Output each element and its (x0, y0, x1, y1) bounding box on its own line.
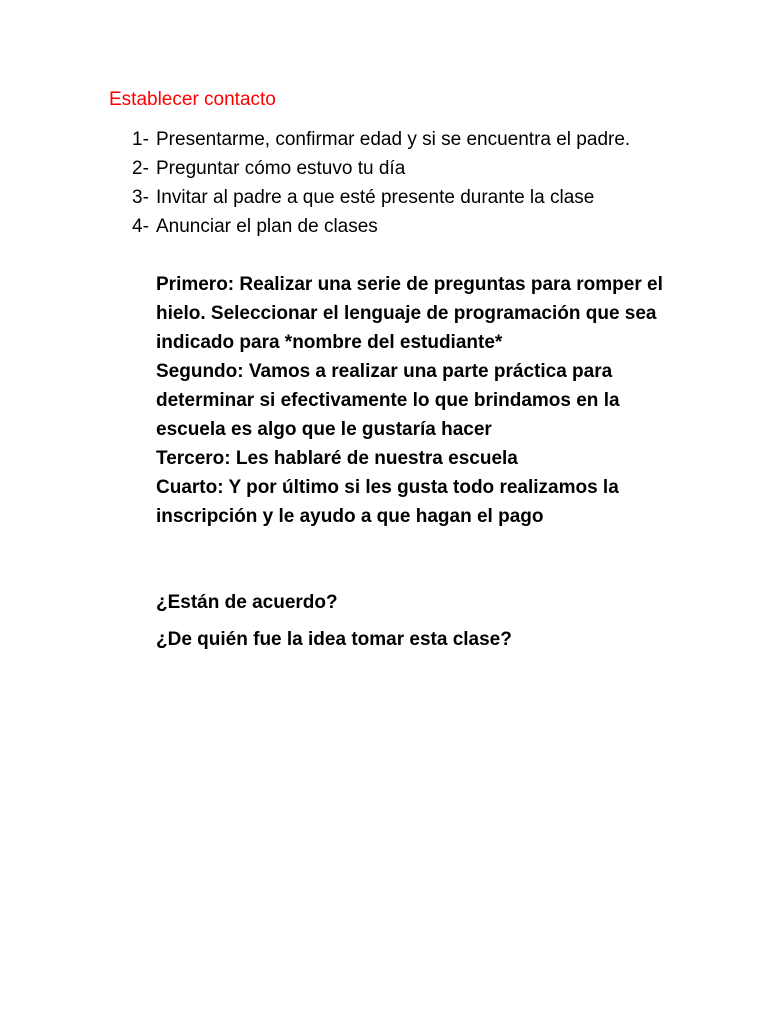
step-text: Invitar al padre a que esté presente durante la clase (156, 187, 595, 208)
step-number: 2- (132, 158, 149, 179)
step-text: Presentarme, confirmar edad y si se encuentra el padre. (156, 129, 631, 150)
steps-list (132, 125, 692, 241)
plan-item-second: Segundo: Vamos a realizar una parte práctica para determinar si efectivamente lo que brindamos en la escuela es algo que le gustaría hacer (156, 361, 620, 440)
step-text: Anunciar el plan de clases (156, 216, 378, 237)
list-item (132, 183, 692, 212)
step-number: 1- (132, 129, 149, 150)
plan-item-first: Primero: Realizar una serie de preguntas para romper el hielo. Seleccionar el lenguaje de programación que sea indicado para *nombre del estudiante* (156, 274, 663, 353)
step-number: 3- (132, 187, 149, 208)
list-item (132, 212, 692, 241)
plan-item-fourth: Cuarto: Y por último si les gusta todo realizamos la inscripción y le ayudo a que hagan el pago (156, 477, 619, 527)
plan-item-third: Tercero: Les hablaré de nuestra escuela (156, 448, 518, 469)
step-text: Preguntar cómo estuvo tu día (156, 158, 406, 179)
list-item (132, 154, 692, 183)
question-idea: ¿De quién fue la idea tomar esta clase? (156, 629, 512, 650)
class-plan (156, 270, 686, 531)
list-item (132, 125, 692, 154)
step-number: 4- (132, 216, 149, 237)
section-heading: Establecer contacto (109, 89, 276, 110)
question-agreement: ¿Están de acuerdo? (156, 592, 338, 613)
